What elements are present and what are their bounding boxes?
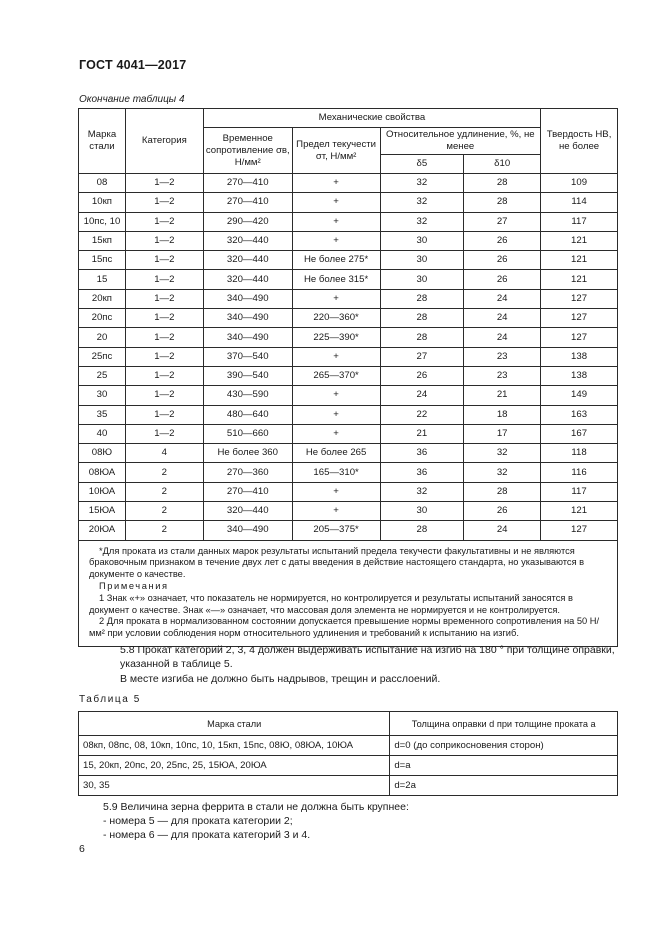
table-cell: 28 — [464, 174, 541, 193]
table-cell: 320—440 — [203, 502, 292, 521]
table-4 — [78, 108, 618, 647]
table-cell: d=0 (до соприкосновения сторон) — [390, 736, 618, 756]
table-row — [79, 424, 618, 443]
table-row — [79, 347, 618, 366]
table-cell: 1—2 — [125, 347, 203, 366]
table4-notes — [79, 540, 618, 646]
head-mechanical: Механические свойства — [203, 109, 540, 128]
table-cell: 340—490 — [203, 289, 292, 308]
table-cell: 225—390* — [292, 328, 380, 347]
table-cell: 118 — [541, 444, 618, 463]
table-cell: 26 — [464, 270, 541, 289]
table-cell: + — [292, 347, 380, 366]
table-cell: 32 — [380, 482, 464, 501]
table4-caption: Окончание таблицы 4 — [79, 94, 185, 105]
table-cell: 32 — [464, 463, 541, 482]
head-tensile: Временное сопротивление σв, Н/мм² — [203, 128, 292, 174]
table-cell: 27 — [464, 212, 541, 231]
table-cell: 32 — [380, 212, 464, 231]
table-cell: + — [292, 193, 380, 212]
table-row — [79, 444, 618, 463]
notes-title: Примечания — [99, 581, 169, 592]
table-cell: + — [292, 405, 380, 424]
table-cell: 1—2 — [125, 309, 203, 328]
table-cell: 1—2 — [125, 174, 203, 193]
table-cell: 1—2 — [125, 424, 203, 443]
table-cell: 08кп, 08пс, 08, 10кп, 10пс, 10, 15кп, 15пс, 08Ю, 08ЮА, 10ЮА — [79, 736, 390, 756]
table-cell: 32 — [380, 193, 464, 212]
table-cell: 114 — [541, 193, 618, 212]
table-cell: 121 — [541, 231, 618, 250]
table-cell: 24 — [464, 289, 541, 308]
table-cell: 24 — [464, 521, 541, 540]
table-cell: 1—2 — [125, 289, 203, 308]
table-cell: 15кп — [79, 231, 126, 250]
table-cell: + — [292, 174, 380, 193]
table-row — [79, 482, 618, 501]
table-cell: 121 — [541, 251, 618, 270]
table-row — [79, 463, 618, 482]
table-cell: 510—660 — [203, 424, 292, 443]
table-cell: 1—2 — [125, 405, 203, 424]
table-cell: + — [292, 212, 380, 231]
table-5 — [78, 711, 618, 796]
table-row — [79, 309, 618, 328]
table-cell: + — [292, 231, 380, 250]
table-row — [79, 289, 618, 308]
table-cell: 36 — [380, 444, 464, 463]
table-cell: 25 — [79, 366, 126, 385]
table-cell: 20пс — [79, 309, 126, 328]
table-cell: 109 — [541, 174, 618, 193]
table-row — [79, 502, 618, 521]
table-cell: 24 — [464, 309, 541, 328]
table-cell: 24 — [464, 328, 541, 347]
table-cell: 270—360 — [203, 463, 292, 482]
table-cell: 25пс — [79, 347, 126, 366]
table-cell: 23 — [464, 347, 541, 366]
table-cell: 08ЮА — [79, 463, 126, 482]
table-cell: 1—2 — [125, 212, 203, 231]
table-cell: 1—2 — [125, 270, 203, 289]
paragraph-5-8-cont: В месте изгиба не должно быть надрывов, трещин и расслоений. — [120, 673, 441, 685]
table-cell: 15пс — [79, 251, 126, 270]
page-number: 6 — [79, 843, 85, 855]
table-cell: 26 — [464, 502, 541, 521]
table-cell: 149 — [541, 386, 618, 405]
table-cell: 08 — [79, 174, 126, 193]
table-cell: 30 — [380, 502, 464, 521]
table-cell: Не более 315* — [292, 270, 380, 289]
table-cell: 127 — [541, 521, 618, 540]
head-hardness: Твердость НВ, не более — [541, 109, 618, 174]
table-row — [79, 174, 618, 193]
table-cell: 117 — [541, 212, 618, 231]
table-cell: 30 — [380, 251, 464, 270]
table-cell: 28 — [380, 328, 464, 347]
head-category: Категория — [125, 109, 203, 174]
table-cell: 270—410 — [203, 482, 292, 501]
table-row — [79, 386, 618, 405]
table-cell: 20 — [79, 328, 126, 347]
table-cell: 20ЮА — [79, 521, 126, 540]
table-cell: Не более 360 — [203, 444, 292, 463]
table-cell: 430—590 — [203, 386, 292, 405]
table-cell: 117 — [541, 482, 618, 501]
table-cell: + — [292, 502, 380, 521]
table-cell: 26 — [380, 366, 464, 385]
table-cell: 20кп — [79, 289, 126, 308]
table-cell: + — [292, 424, 380, 443]
table-cell: 32 — [380, 174, 464, 193]
table-cell: 22 — [380, 405, 464, 424]
table-cell: 30 — [380, 231, 464, 250]
table-row — [79, 270, 618, 289]
table-cell: 163 — [541, 405, 618, 424]
head-grade: Марка стали — [79, 109, 126, 174]
table-cell: 4 — [125, 444, 203, 463]
table-cell: 08Ю — [79, 444, 126, 463]
table-cell: + — [292, 482, 380, 501]
table-row — [79, 521, 618, 540]
table-row — [79, 736, 618, 756]
note-2: 2 Для проката в нормализованном состоянии допускается превышение нормы временного сопротивления на 50 Н/мм² при условии соблюдения норм относительного удлинения и требований к испытанию на изгиб. — [89, 616, 600, 639]
table-cell: 28 — [464, 193, 541, 212]
table-cell: 1—2 — [125, 193, 203, 212]
document-header: ГОСТ 4041—2017 — [79, 58, 187, 72]
table-cell: 18 — [464, 405, 541, 424]
table-cell: 138 — [541, 366, 618, 385]
paragraph-5-9-item1: - номера 5 — для проката категории 2; — [103, 815, 293, 827]
table-cell: 35 — [79, 405, 126, 424]
table-cell: 40 — [79, 424, 126, 443]
table-cell: 10пс, 10 — [79, 212, 126, 231]
table-cell: 390—540 — [203, 366, 292, 385]
head-delta5: δ5 — [380, 155, 464, 174]
table-cell: 290—420 — [203, 212, 292, 231]
table-cell: 30, 35 — [79, 776, 390, 796]
table-cell: 1—2 — [125, 231, 203, 250]
table-cell: 10ЮА — [79, 482, 126, 501]
table-cell: 21 — [380, 424, 464, 443]
table-cell: + — [292, 386, 380, 405]
table-cell: 1—2 — [125, 251, 203, 270]
table-cell: 340—490 — [203, 521, 292, 540]
t5-head-thickness: Толщина оправки d при толщине проката a — [390, 712, 618, 736]
table-cell: 36 — [380, 463, 464, 482]
table-cell: 23 — [464, 366, 541, 385]
head-elongation: Относительное удлинение, %, не менее — [380, 128, 541, 155]
t5-head-grade: Марка стали — [79, 712, 390, 736]
table-cell: 21 — [464, 386, 541, 405]
footnote: *Для проката из стали данных марок результаты испытаний предела текучести факультативны и не являются браковочным признаком в течение двух лет с даты введения в действие настоящего стандарта, но указываются в документе о качестве. — [89, 545, 585, 580]
table-cell: 1—2 — [125, 366, 203, 385]
table-cell: 24 — [380, 386, 464, 405]
table-cell: 28 — [380, 309, 464, 328]
table-cell: 1—2 — [125, 386, 203, 405]
table-cell: 1—2 — [125, 328, 203, 347]
table-cell: 320—440 — [203, 270, 292, 289]
paragraph-5-9: 5.9 Величина зерна феррита в стали не должна быть крупнее: — [103, 801, 409, 813]
table-cell: 26 — [464, 231, 541, 250]
table-cell: + — [292, 289, 380, 308]
table-cell: 15 — [79, 270, 126, 289]
table-row — [79, 776, 618, 796]
table-cell: 15, 20кп, 20пс, 20, 25пс, 25, 15ЮА, 20ЮА — [79, 756, 390, 776]
table-cell: 28 — [380, 289, 464, 308]
table-cell: 265—370* — [292, 366, 380, 385]
table-row — [79, 756, 618, 776]
table-row — [79, 405, 618, 424]
table-cell: 2 — [125, 463, 203, 482]
table-cell: 121 — [541, 270, 618, 289]
table-row — [79, 328, 618, 347]
table-cell: 205—375* — [292, 521, 380, 540]
table-cell: 116 — [541, 463, 618, 482]
table-cell: d=a — [390, 756, 618, 776]
table-row — [79, 251, 618, 270]
head-yield: Предел текучести σт, Н/мм² — [292, 128, 380, 174]
table-cell: 15ЮА — [79, 502, 126, 521]
table-cell: 32 — [464, 444, 541, 463]
paragraph-5-9-item2: - номера 6 — для проката категорий 3 и 4. — [103, 829, 311, 841]
table-cell: 340—490 — [203, 309, 292, 328]
table-cell: 127 — [541, 309, 618, 328]
note-1: 1 Знак «+» означает, что показатель не нормируется, но контролируется и результаты испытаний заносятся в документ о качестве. Знак «—» означает, что массовая доля элемента не нормируется и не контролируется. — [89, 592, 573, 615]
table-cell: 220—360* — [292, 309, 380, 328]
table5-caption: Таблица 5 — [79, 694, 141, 705]
table-cell: 270—410 — [203, 193, 292, 212]
table-row — [79, 231, 618, 250]
table-cell: Не более 265 — [292, 444, 380, 463]
table-cell: 320—440 — [203, 251, 292, 270]
table-cell: 270—410 — [203, 174, 292, 193]
table-cell: 480—640 — [203, 405, 292, 424]
table-cell: 320—440 — [203, 231, 292, 250]
table-cell: 121 — [541, 502, 618, 521]
table-cell: Не более 275* — [292, 251, 380, 270]
table-cell: 28 — [464, 482, 541, 501]
table-cell: 165—310* — [292, 463, 380, 482]
table-cell: 340—490 — [203, 328, 292, 347]
table-cell: 26 — [464, 251, 541, 270]
table-cell: 370—540 — [203, 347, 292, 366]
table-cell: 17 — [464, 424, 541, 443]
table-cell: 10кп — [79, 193, 126, 212]
table-row — [79, 212, 618, 231]
head-delta10: δ10 — [464, 155, 541, 174]
table-cell: 2 — [125, 521, 203, 540]
table-cell: 28 — [380, 521, 464, 540]
table-cell: 127 — [541, 328, 618, 347]
table-cell: 30 — [79, 386, 126, 405]
table-cell: d=2a — [390, 776, 618, 796]
table-cell: 2 — [125, 502, 203, 521]
table-cell: 2 — [125, 482, 203, 501]
table-cell: 30 — [380, 270, 464, 289]
table-row — [79, 366, 618, 385]
table-cell: 138 — [541, 347, 618, 366]
table-cell: 167 — [541, 424, 618, 443]
table-cell: 27 — [380, 347, 464, 366]
table-cell: 127 — [541, 289, 618, 308]
paragraph-5-8: 5.8 Прокат категорий 2, 3, 4 должен выдерживать испытание на изгиб на 180 ° при толщине оправки, указанной в таблице 5. — [120, 644, 615, 670]
table-row — [79, 193, 618, 212]
